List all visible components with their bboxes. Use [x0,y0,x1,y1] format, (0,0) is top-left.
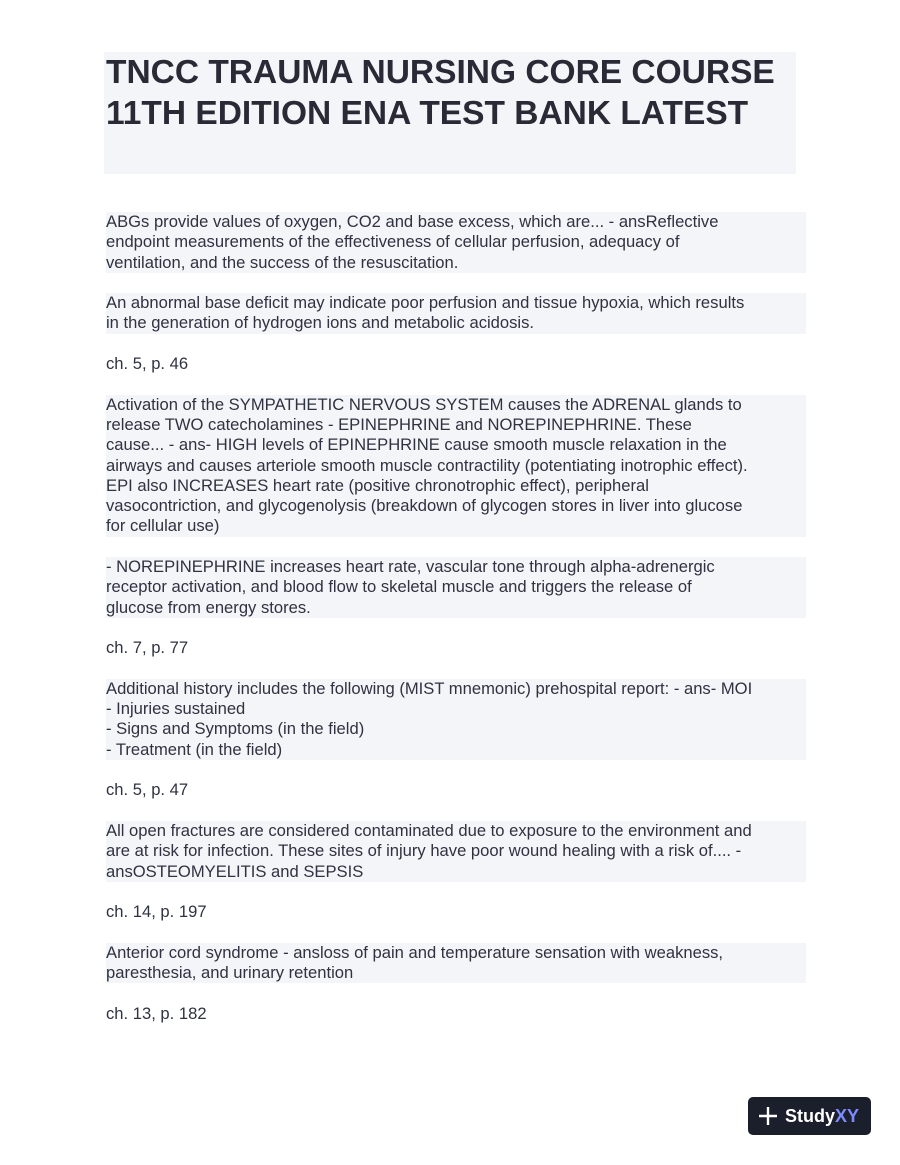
qa-block: Additional history includes the following (MIST mnemonic) prehospital report: - ans- MOI - Injuries sustained - Signs and Symptoms (in the field) - Treatment (in the field) [106,679,806,760]
document-body [106,212,806,1024]
chapter-reference: ch. 14, p. 197 [106,902,207,922]
chapter-reference: ch. 5, p. 47 [106,780,189,800]
document-title: TNCC TRAUMA NURSING CORE COURSE 11TH EDITION ENA TEST BANK LATEST [106,54,775,132]
brand-main: Study [785,1106,836,1126]
brand-label [785,1106,859,1126]
plus-icon [757,1105,779,1127]
chapter-reference: ch. 5, p. 46 [106,354,189,374]
qa-block: - NOREPINEPHRINE increases heart rate, vascular tone through alpha-adrenergic receptor activation, and blood flow to skeletal muscle and triggers the release of glucose from energy stores. [106,557,806,618]
brand-accent: XY [835,1106,860,1126]
qa-block: Activation of the SYMPATHETIC NERVOUS SYSTEM causes the ADRENAL glands to release TWO catecholamines - EPINEPHRINE and NOREPINEPHRINE. These cause... - ans- HIGH levels of EPINEPHRINE cause smooth muscle relaxation in the airways and causes arteriole smooth muscle contractility (potentiating inotrophic effect). EPI also INCREASES heart rate (positive chronotrophic effect), peripheral vasocontriction, and glycogenolysis (breakdown of glycogen stores in liver into glucose for cellular use) [106,395,806,537]
qa-block: ABGs provide values of oxygen, CO2 and base excess, which are... - ansReflective endpoint measurements of the effectiveness of cellular perfusion, adequacy of ventilation, and the success of the resuscitation. [106,212,806,273]
qa-block: All open fractures are considered contaminated due to exposure to the environment and are at risk for infection. These sites of injury have poor wound healing with a risk of.... - ansOSTEOMYELITIS and SEPSIS [106,821,806,882]
chapter-reference: ch. 13, p. 182 [106,1003,207,1023]
qa-block: An abnormal base deficit may indicate poor perfusion and tissue hypoxia, which results in the generation of hydrogen ions and metabolic acidosis. [106,293,806,334]
studyxy-logo-badge[interactable] [748,1097,871,1135]
chapter-reference: ch. 7, p. 77 [106,638,189,658]
qa-block: Anterior cord syndrome - ansloss of pain and temperature sensation with weakness, paresthesia, and urinary retention [106,943,806,984]
